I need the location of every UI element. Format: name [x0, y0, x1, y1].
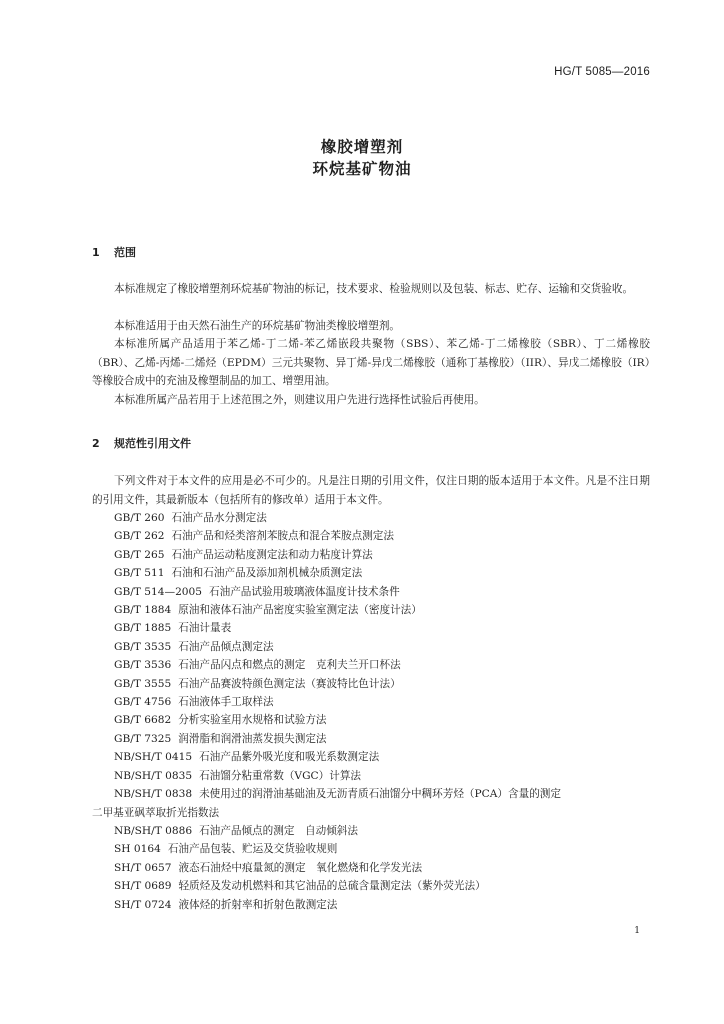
reference-title: 石油和石油产品及添加剂机械杂质测定法	[171, 567, 363, 580]
reference-code: GB/T 262	[114, 530, 165, 543]
reference-title: 液体烃的折射率和折射色散测定法	[178, 898, 338, 911]
reference-code: SH 0164	[114, 843, 161, 856]
reference-item	[114, 748, 654, 766]
reference-item	[114, 840, 654, 858]
reference-title: 未使用过的润滑油基础油及无沥青质石油馏分中稠环芳烃（PCA）含量的测定	[199, 788, 561, 801]
reference-code: GB/T 6682	[114, 714, 172, 727]
reference-item	[114, 675, 654, 693]
reference-code: SH/T 0724	[114, 898, 172, 911]
title-line-1: 橡胶增塑剂	[320, 138, 404, 156]
reference-title: 石油馏分粘重常数（VGC）计算法	[199, 769, 362, 782]
reference-code: GB/T 260	[114, 512, 165, 524]
reference-list	[92, 509, 654, 914]
reference-item	[114, 896, 654, 914]
section-1-heading	[92, 244, 136, 260]
reference-title: 石油产品赛波特颜色测定法（赛波特比色计法）	[178, 677, 401, 690]
reference-title: 石油液体手工取样法	[178, 696, 274, 709]
reference-code: GB/T 3535	[114, 640, 172, 653]
reference-code: NB/SH/T 0886	[114, 824, 193, 837]
section-1-title: 范围	[114, 246, 136, 259]
reference-item	[114, 711, 654, 729]
reference-title: 石油产品试验用玻璃液体温度计技术条件	[209, 585, 400, 598]
reference-title: 石油产品紫外吸光度和吸光系数测定法	[199, 751, 380, 764]
reference-item	[114, 527, 654, 545]
reference-item	[114, 877, 654, 895]
section-1-number: 1	[92, 246, 100, 259]
reference-title: 石油产品包装、贮运及交货验收规则	[167, 843, 338, 856]
reference-item	[114, 730, 654, 748]
reference-code: GB/T 1884	[114, 604, 172, 617]
section-2-heading	[92, 435, 191, 451]
reference-title: 石油产品倾点的测定 自动倾斜法	[199, 824, 358, 837]
reference-item	[114, 656, 654, 674]
reference-item	[114, 859, 654, 877]
reference-item	[114, 564, 654, 582]
reference-code: GB/T 514—2005	[114, 585, 203, 598]
scope-paragraph-1: 本标准规定了橡胶增塑剂环烷基矿物油的标记，技术要求、检验规则以及包装、标志、贮存、运输和交货验收。	[114, 283, 634, 295]
reference-title: 石油产品闪点和燃点的测定 克利夫兰开口杯法	[178, 659, 401, 672]
reference-code: SH/T 0689	[114, 880, 172, 893]
title-line-2: 环烷基矿物油	[312, 160, 412, 178]
reference-item	[114, 693, 654, 711]
reference-item	[114, 546, 654, 564]
scope-paragraph-3: 本标准所属产品适用于苯乙烯-丁二烯-苯乙烯嵌段共聚物（SBS）、苯乙烯-丁二烯橡胶（SBR）、丁二烯橡胶（BR）、乙烯-丙烯-二烯烃（EPDM）三元共聚物、异丁烯-异戊二烯橡胶（通称丁基橡胶）（IIR）、异戊二烯橡胶（IR）等橡胶合成中的充油及橡塑制品的加工、增塑用油。	[92, 338, 650, 387]
document-title	[0, 136, 724, 180]
reference-item	[114, 583, 654, 601]
reference-item	[114, 601, 654, 619]
reference-title: 液态石油烃中痕量氮的测定 氧化燃烧和化学发光法	[178, 861, 423, 874]
standard-code: HG/T 5085—2016	[554, 66, 650, 78]
page-number: 1	[634, 926, 640, 936]
reference-code: GB/T 265	[114, 548, 165, 561]
reference-code: GB/T 3555	[114, 677, 172, 690]
reference-code: GB/T 1885	[114, 622, 172, 635]
reference-title: 石油产品运动粘度测定法和动力粘度计算法	[171, 548, 373, 561]
reference-title-continuation: 二甲基亚砜萃取折光指数法	[92, 806, 220, 819]
reference-code: GB/T 3536	[114, 659, 172, 672]
reference-title: 润滑脂和润滑油蒸发损失测定法	[178, 732, 327, 745]
reference-item	[114, 638, 654, 656]
reference-code: NB/SH/T 0835	[114, 769, 193, 782]
reference-code: SH/T 0657	[114, 861, 172, 874]
reference-code: GB/T 511	[114, 567, 165, 580]
reference-title: 分析实验室用水规格和试验方法	[178, 714, 327, 727]
reference-item	[92, 785, 654, 822]
reference-title: 石油计量表	[178, 622, 232, 635]
reference-item	[114, 509, 654, 527]
reference-title: 轻质烃及发动机燃料和其它油品的总硫含量测定法（紫外荧光法）	[178, 880, 486, 893]
reference-title: 石油产品和烃类溶剂苯胺点和混合苯胺点测定法	[171, 530, 394, 543]
scope-paragraph-4: 本标准所属产品若用于上述范围之外，则建议用户先进行选择性试验后再使用。	[114, 394, 485, 406]
reference-item	[114, 619, 654, 637]
reference-title: 石油产品水分测定法	[171, 512, 267, 524]
scope-paragraph-2: 本标准适用于由天然石油生产的环烷基矿物油类橡胶增塑剂。	[114, 320, 401, 332]
reference-code: GB/T 7325	[114, 732, 172, 745]
references-intro: 下列文件对于本文件的应用是必不可少的。凡是注日期的引用文件，仅注日期的版本适用于本文件。凡是不注日期的引用文件，其最新版本（包括所有的修改单）适用于本文件。	[92, 475, 650, 506]
reference-item	[114, 822, 654, 840]
reference-title: 原油和液体石油产品密度实验室测定法（密度计法）	[178, 604, 422, 617]
reference-code: NB/SH/T 0838	[114, 788, 193, 801]
section-2-title: 规范性引用文件	[114, 437, 191, 450]
section-2-number: 2	[92, 437, 100, 450]
reference-title: 石油产品倾点测定法	[178, 640, 274, 653]
reference-code: GB/T 4756	[114, 696, 172, 709]
reference-code: NB/SH/T 0415	[114, 751, 193, 764]
reference-item	[114, 767, 654, 785]
